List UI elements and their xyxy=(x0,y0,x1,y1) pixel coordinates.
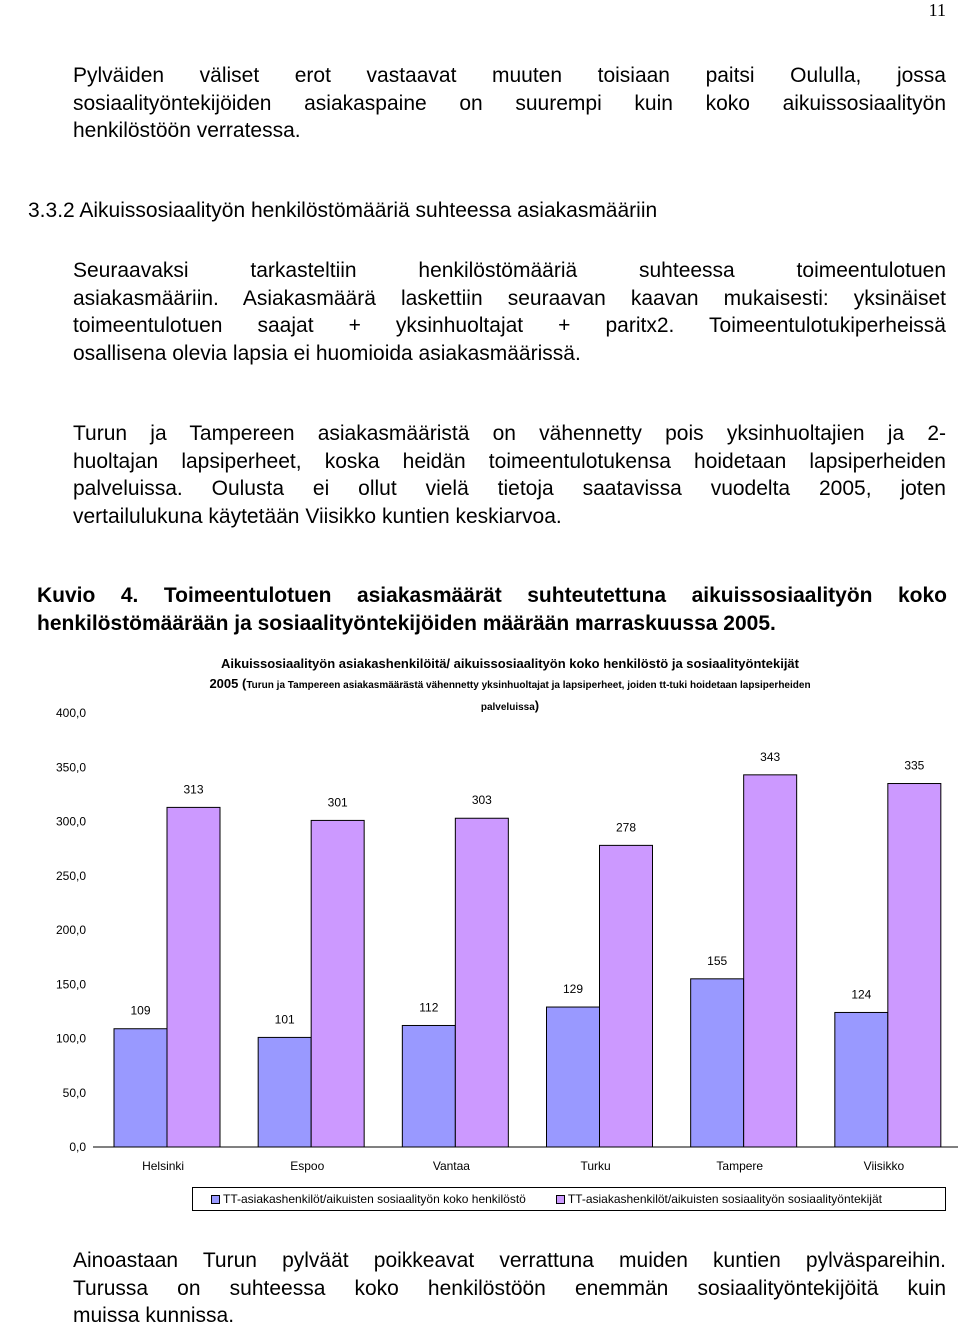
legend-swatch-series-1 xyxy=(211,1195,220,1204)
figure-caption xyxy=(37,582,947,637)
paragraph-line: osallisena olevia lapsia ei huomioida asiakasmäärissä. xyxy=(73,341,581,365)
data-label: 313 xyxy=(183,782,204,797)
paragraph-line: palveluissa. Oulusta ei ollut vielä tietoja saatavissa vuodelta 2005, joten xyxy=(73,477,946,500)
y-tick-label: 150,0 xyxy=(55,977,86,992)
bar-1 xyxy=(114,1029,167,1147)
chart-title-part: 2005 ( xyxy=(209,676,247,691)
paragraph-line: Pylväiden väliset erot vastaavat muuten toisiaan paitsi Oululla, jossa xyxy=(73,64,946,87)
bar-2 xyxy=(455,818,508,1147)
chart-title-part: ) xyxy=(534,698,540,713)
x-category-label: Vantaa xyxy=(432,1159,470,1173)
x-category-label: Espoo xyxy=(290,1159,325,1173)
chart-title-line: Aikuissosiaalityön asiakashenkilöitä/ aikuissosiaalityön koko henkilöstö ja sosiaalityöntekijät xyxy=(221,656,799,671)
legend-label: TT-asiakashenkilöt/aikuisten sosiaalityön sosiaalityöntekijät xyxy=(567,1192,882,1206)
chart-legend xyxy=(192,1187,946,1211)
bar-1 xyxy=(835,1012,888,1147)
y-tick-label: 350,0 xyxy=(55,760,86,775)
paragraph-line: asiakasmääriin. Asiakasmäärä laskettiin seuraavan kaavan mukaisesti: yksinäiset xyxy=(73,286,946,310)
paragraph-line: vertailulukuna käytetään Viisikko kuntien keskiarvoa. xyxy=(73,504,562,528)
data-label: 124 xyxy=(851,987,872,1002)
paragraph-line: Turussa on suhteessa koko henkilöstöön enemmän sosiaalityöntekijöitä kuin xyxy=(73,1276,946,1300)
data-label: 155 xyxy=(707,953,728,968)
paragraph-conclusion xyxy=(73,1247,946,1330)
section-heading: 3.3.2 Aikuissosiaalityön henkilöstömääriä suhteessa asiakasmääriin xyxy=(28,199,658,222)
bar-1 xyxy=(691,979,744,1147)
data-label: 109 xyxy=(130,1003,151,1018)
paragraph-line: henkilöstöön verratessa. xyxy=(73,119,301,142)
paragraph-line: Ainoastaan Turun pylväät poikkeavat verrattuna muiden kuntien pylväspareihin. xyxy=(73,1249,946,1272)
legend-swatch-series-2 xyxy=(556,1195,565,1204)
legend-item xyxy=(211,1192,526,1206)
bar-2 xyxy=(600,845,653,1147)
x-category-label: Tampere xyxy=(716,1159,764,1173)
y-tick-label: 50,0 xyxy=(62,1085,86,1100)
bar-2 xyxy=(167,807,220,1147)
data-label: 335 xyxy=(904,758,925,773)
caption-line: henkilöstömäärään ja sosiaalityöntekijöiden määrään marraskuussa 2005. xyxy=(37,611,776,635)
paragraph-method xyxy=(73,257,946,367)
data-label: 303 xyxy=(471,793,492,808)
paragraph-line: Turun ja Tampereen asiakasmääristä on vähennetty pois yksinhuoltajien ja 2- xyxy=(73,422,946,445)
page-number: 11 xyxy=(928,0,946,20)
x-category-label: Viisikko xyxy=(863,1159,905,1173)
caption-line: Kuvio 4. Toimeentulotuen asiakasmäärät suhteutettuna aikuissosiaalityön koko xyxy=(37,584,947,607)
chart-title-note: Turun ja Tampereen asiakasmäärästä vähennetty yksinhuoltajat ja lapsiperheet, joiden tt-tuki hoidetaan lapsiperheiden xyxy=(246,680,811,691)
y-tick-label: 300,0 xyxy=(55,814,86,829)
data-label: 301 xyxy=(327,795,348,810)
data-label: 101 xyxy=(274,1012,295,1027)
bar-1 xyxy=(402,1025,455,1147)
y-tick-label: 250,0 xyxy=(55,868,86,883)
data-label: 278 xyxy=(615,820,637,835)
bar-2 xyxy=(888,784,941,1147)
legend-item xyxy=(556,1192,882,1206)
paragraph-intro xyxy=(73,62,946,145)
paragraph-exclusions xyxy=(73,420,946,530)
data-label: 343 xyxy=(760,749,781,764)
bar-2 xyxy=(311,820,364,1147)
x-category-label: Turku xyxy=(580,1159,611,1173)
paragraph-line: huoltajan lapsiperheet, koska heidän toimeentulotukensa hoidetaan lapsiperheiden xyxy=(73,449,946,473)
y-tick-label: 400,0 xyxy=(55,706,86,720)
paragraph-line: toimeentulotuen saajat + yksinhuoltajat + paritx2. Toimeentulotukiperheissä xyxy=(73,314,946,337)
data-label: 112 xyxy=(419,1000,439,1015)
paragraph-line: sosiaalityöntekijöiden asiakaspaine on suurempi kuin koko aikuissosiaalityön xyxy=(73,91,946,115)
x-category-label: Helsinki xyxy=(142,1159,185,1173)
paragraph-line: muissa kunnissa. xyxy=(73,1304,235,1327)
data-label: 129 xyxy=(562,982,584,997)
bar-1 xyxy=(258,1037,311,1147)
bar-1 xyxy=(547,1007,600,1147)
y-tick-label: 100,0 xyxy=(55,1031,86,1046)
y-tick-label: 0,0 xyxy=(69,1140,86,1154)
bar-chart xyxy=(0,645,960,1185)
chart-title-note: palveluissa xyxy=(480,702,535,713)
y-tick-label: 200,0 xyxy=(55,923,86,937)
bar-2 xyxy=(744,775,797,1147)
paragraph-line: Seuraavaksi tarkasteltiin henkilöstömääriä suhteessa toimeentulotuen xyxy=(73,259,946,282)
legend-label: TT-asiakashenkilöt/aikuisten sosiaalityön koko henkilöstö xyxy=(223,1192,526,1206)
